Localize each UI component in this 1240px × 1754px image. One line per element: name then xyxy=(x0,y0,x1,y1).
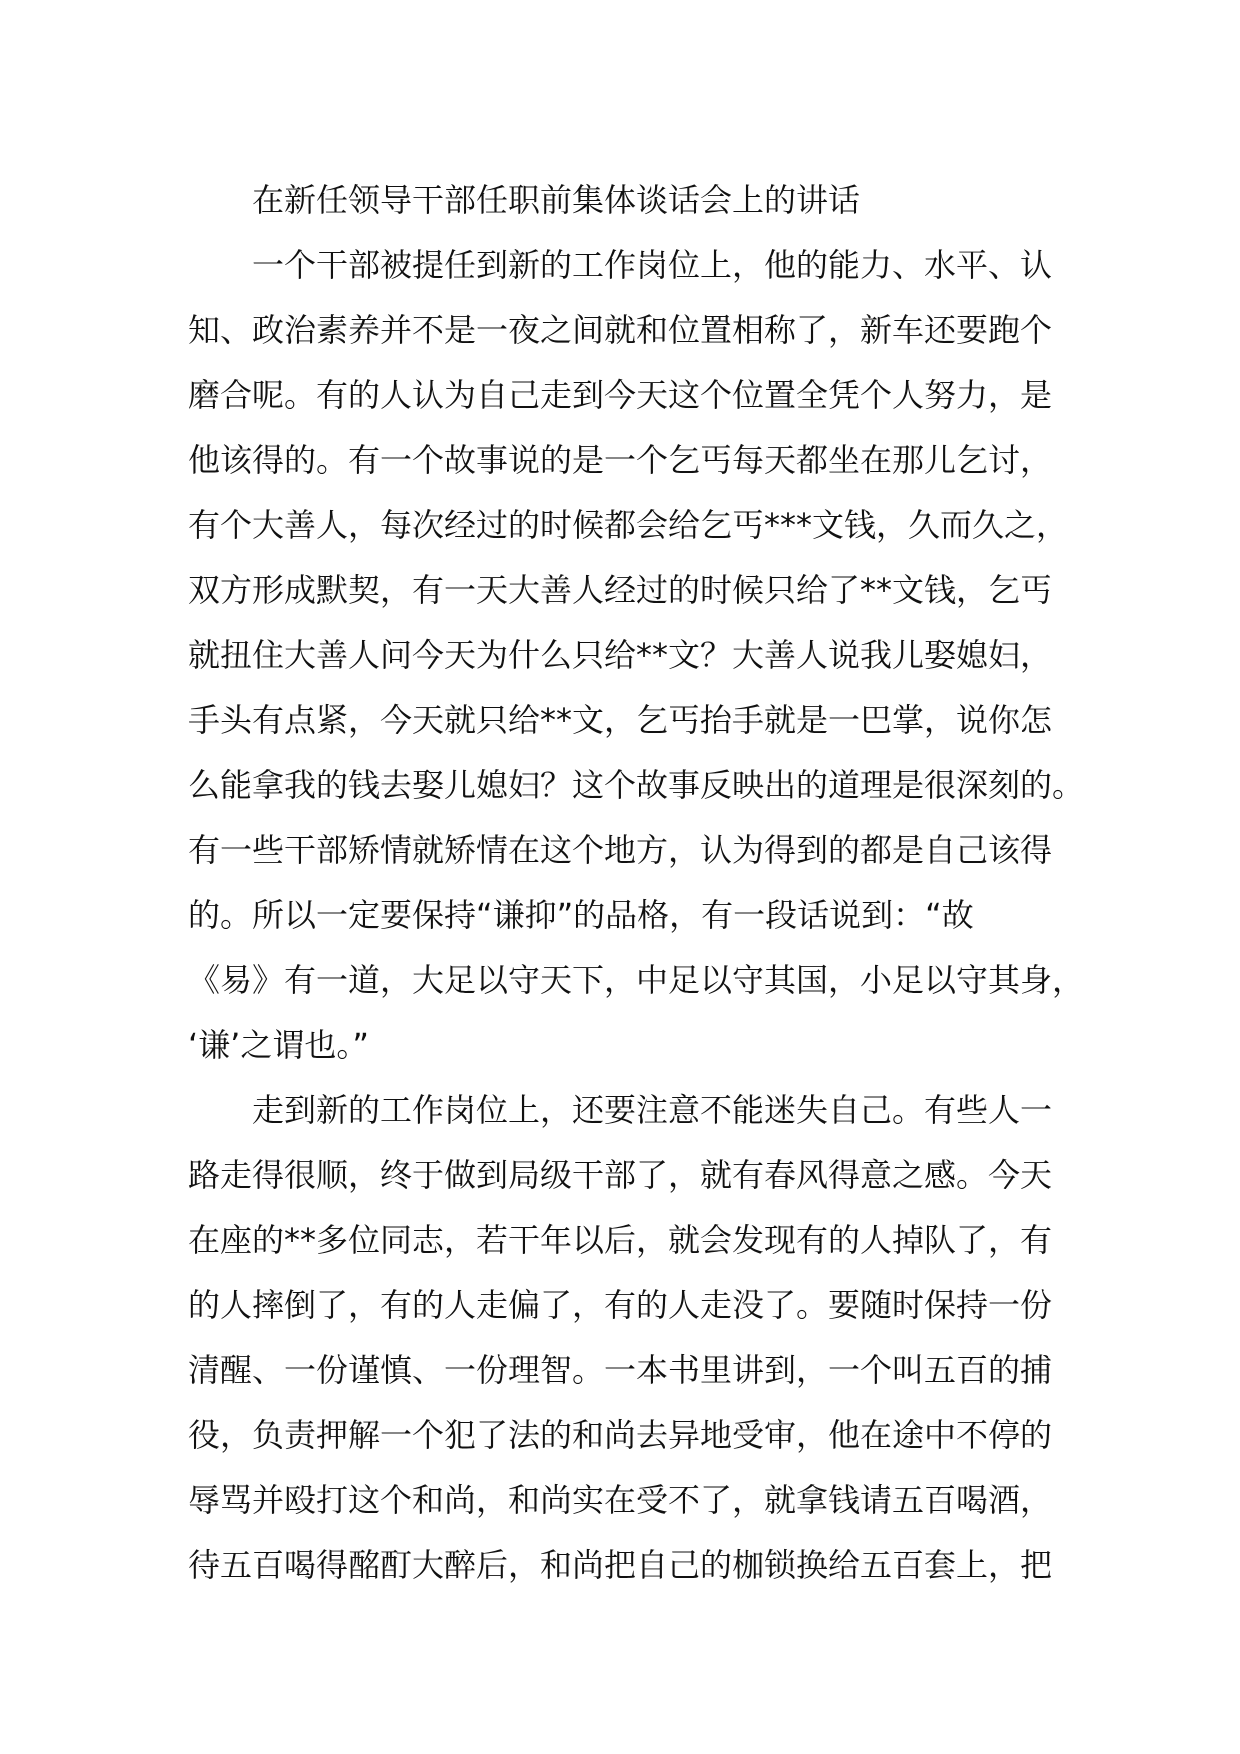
document-body xyxy=(188,168,1085,1598)
paragraph-1 xyxy=(188,233,1085,1078)
paragraph-line: 走到新的工作岗位上，还要注意不能迷失自己。有些人一 xyxy=(252,1091,1053,1129)
paragraph-line: 双方形成默契，有一天大善人经过的时候只给了**文钱，乞丐 xyxy=(188,571,1053,609)
paragraph-line: 知、政治素养并不是一夜之间就和位置相称了，新车还要跑个 xyxy=(188,311,1053,349)
paragraph-line: 磨合呢。有的人认为自己走到今天这个位置全凭个人努力，是 xyxy=(188,376,1053,414)
paragraph-line: 有一些干部矫情就矫情在这个地方，认为得到的都是自己该得 xyxy=(188,831,1053,869)
document-title: 在新任领导干部任职前集体谈话会上的讲话 xyxy=(252,181,861,219)
paragraph-line: 么能拿我的钱去娶儿媳妇？这个故事反映出的道理是很深刻的。 xyxy=(188,766,1085,804)
paragraph-line: 路走得很顺，终于做到局级干部了，就有春风得意之感。今天 xyxy=(188,1156,1053,1194)
paragraph-2 xyxy=(188,1078,1080,1598)
paragraph-line: 《易》有一道，大足以守天下，中足以守其国，小足以守其身， xyxy=(188,961,1085,999)
paragraph-line: 清醒、一份谨慎、一份理智。一本书里讲到，一个叫五百的捕 xyxy=(188,1351,1053,1389)
paragraph-line: 一个干部被提任到新的工作岗位上，他的能力、水平、认 xyxy=(252,246,1053,284)
paragraph-line: 有个大善人，每次经过的时候都会给乞丐***文钱，久而久之， xyxy=(188,506,1069,544)
paragraph-line: 役，负责押解一个犯了法的和尚去异地受审，他在途中不停的 xyxy=(188,1416,1053,1454)
paragraph-line: 的人摔倒了，有的人走偏了，有的人走没了。要随时保持一份 xyxy=(188,1286,1053,1324)
paragraph-line: 手头有点紧，今天就只给**文，乞丐抬手就是一巴掌，说你怎 xyxy=(188,701,1053,739)
paragraph-line: 在座的**多位同志，若干年以后，就会发现有的人掉队了，有 xyxy=(188,1221,1053,1259)
paragraph-line: ‘谦’之谓也。” xyxy=(188,1026,369,1064)
paragraph-line: 待五百喝得酩酊大醉后，和尚把自己的枷锁换给五百套上，把 xyxy=(188,1546,1053,1584)
paragraph-line: 就扭住大善人问今天为什么只给**文？大善人说我儿娶媳妇， xyxy=(188,636,1053,674)
paragraph-line: 辱骂并殴打这个和尚，和尚实在受不了，就拿钱请五百喝酒， xyxy=(188,1481,1053,1519)
paragraph-line: 他该得的。有一个故事说的是一个乞丐每天都坐在那儿乞讨， xyxy=(188,441,1053,479)
paragraph-line: 的。所以一定要保持“谦抑”的品格，有一段话说到：“故 xyxy=(188,896,974,934)
